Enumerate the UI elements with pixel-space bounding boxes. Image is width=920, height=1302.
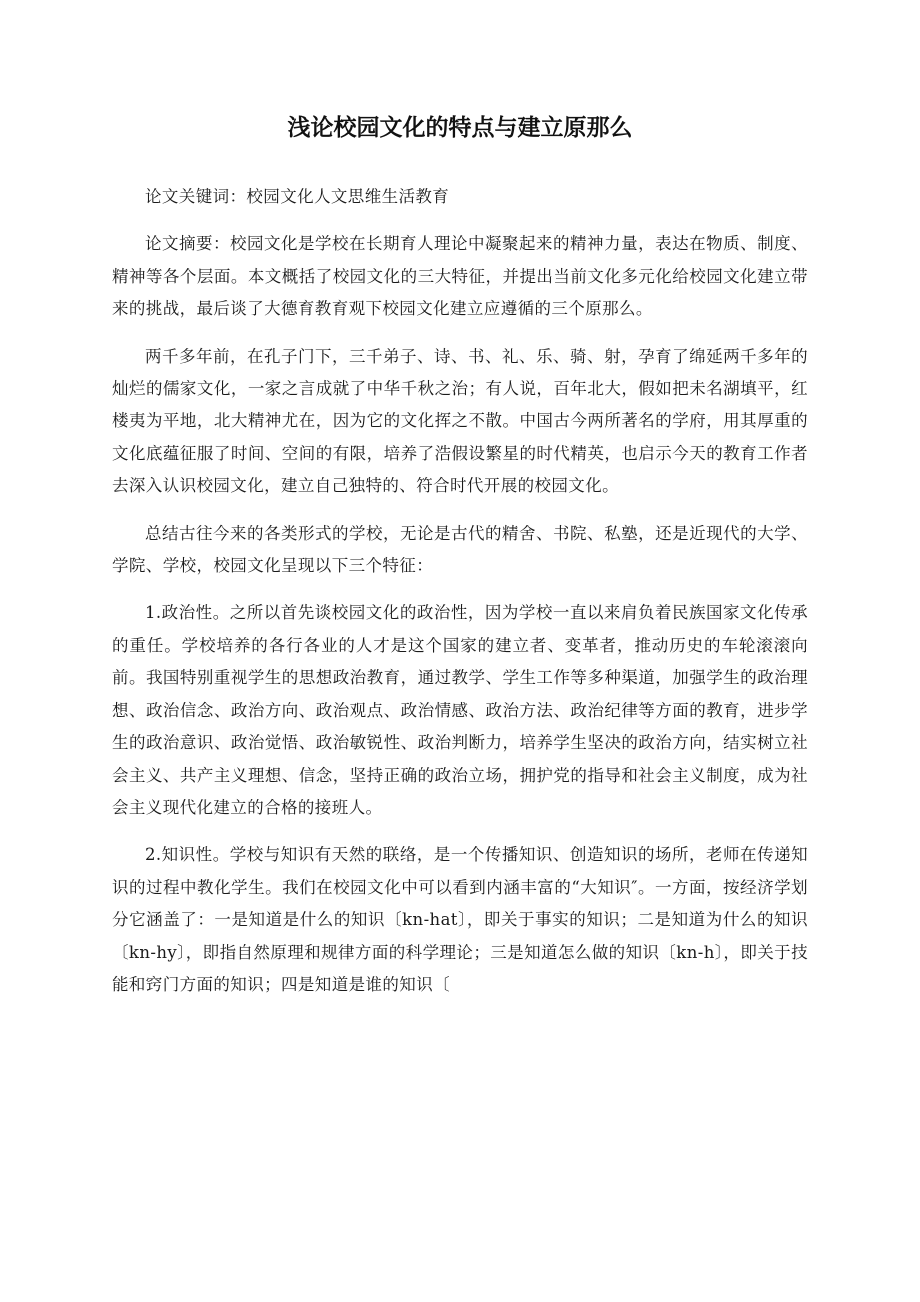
body-paragraph-features-summary: 总结古往今来的各类形式的学校，无论是古代的精舍、书院、私塾，还是近现代的大学、学院、学校，校园文化呈现以下三个特征：	[112, 523, 808, 576]
body-paragraph-intro: 两千多年前，在孔子门下，三千弟子、诗、书、礼、乐、骑、射，孕育了绵延两千多年的灿烂的儒家文化，一家之言成就了中华千秋之治；有人说，百年北大，假如把未名湖填平，红楼夷为平地，北大精神尤在，因为它的文化挥之不散。中国古今两所著名的学府，用其厚重的文化底蕴征服了时间、空间的有限，培养了浩假设繁星的时代精英，也启示今天的教育工作者去深入认识校园文化，建立自己独特的、符合时代开展的校园文化。	[112, 346, 808, 496]
document-title: 浅论校园文化的特点与建立原那么	[287, 114, 633, 141]
document-body	[112, 181, 808, 1016]
abstract-paragraph: 论文摘要：校园文化是学校在长期育人理论中凝聚起来的精神力量，表达在物质、制度、精神等各个层面。本文概括了校园文化的三大特征，并提出当前文化多元化给校园文化建立带来的挑战，最后谈了大德育教育观下校园文化建立应遵循的三个原那么。	[112, 234, 808, 319]
keywords-paragraph: 论文关键词：校园文化人文思维生活教育	[145, 187, 450, 206]
body-paragraph-political: 1.政治性。之所以首先谈校园文化的政治性，因为学校一直以来肩负着民族国家文化传承的重任。学校培养的各行各业的人才是这个国家的建立者、变革者，推动历史的车轮滚滚向前。我国特别重视学生的思想政治教育，通过教学、学生工作等多种渠道，加强学生的政治理想、政治信念、政治方向、政治观点、政治情感、政治方法、政治纪律等方面的教育，进步学生的政治意识、政治觉悟、政治敏锐性、政治判断力，培养学生坚决的政治方向，结实树立社会主义、共产主义理想、信念，坚持正确的政治立场，拥护党的指导和社会主义制度，成为社会主义现代化建立的合格的接班人。	[112, 603, 808, 817]
body-paragraph-knowledge: 2.知识性。学校与知识有天然的联络，是一个传播知识、创造知识的场所，老师在传递知识的过程中教化学生。我们在校园文化中可以看到内涵丰富的“大知识″。一方面，按经济学划分它涵盖了：一是知道是什么的知识〔kn-hat〕，即关于事实的知识；二是知道为什么的知识〔kn-hy〕，即指自然原理和规律方面的科学理论；三是知道怎么做的知识〔kn-h〕，即关于技能和窍门方面的知识；四是知道是谁的知识〔	[112, 845, 808, 994]
